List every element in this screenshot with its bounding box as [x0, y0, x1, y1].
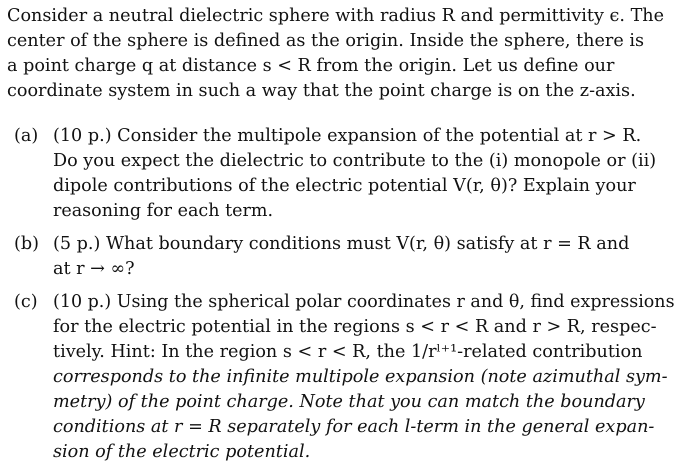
item-b-line: (5 p.) What boundary conditions must V(r, θ) satisfy at r = R and	[53, 234, 630, 254]
item-c-line: tively. Hint: In the region s < r < R, the 1/rˡ⁺¹-related contribution	[53, 342, 643, 362]
intro-line: a point charge q at distance s < R from the origin. Let us define our	[7, 56, 615, 76]
item-a-line: (10 p.) Consider the multipole expansion of the potential at r > R.	[53, 126, 642, 146]
item-label-c: (c)	[14, 292, 38, 312]
intro-line: center of the sphere is defined as the origin. Inside the sphere, there is	[7, 31, 644, 51]
item-c-line: corresponds to the infinite multipole expansion (note azimuthal sym-	[53, 367, 668, 387]
item-a-line: dipole contributions of the electric potential V(r, θ)? Explain your	[53, 176, 636, 196]
item-label-a: (a)	[14, 126, 39, 146]
item-c-line: (10 p.) Using the spherical polar coordinates r and θ, find expressions	[53, 292, 675, 312]
item-c-line: for the electric potential in the regions s < r < R and r > R, respec-	[53, 317, 657, 337]
item-label-b: (b)	[14, 234, 39, 254]
intro-line: Consider a neutral dielectric sphere with radius R and permittivity ϵ. The	[7, 6, 665, 26]
item-a-line: Do you expect the dielectric to contribute to the (i) monopole or (ii)	[53, 151, 657, 171]
item-c-line: sion of the electric potential.	[53, 442, 311, 462]
item-c-line: conditions at r = R separately for each l-term in the general expan-	[53, 417, 655, 437]
intro-line: coordinate system in such a way that the point charge is on the z-axis.	[7, 81, 636, 101]
item-b-line: at r → ∞?	[53, 259, 135, 279]
item-c-line: metry) of the point charge. Note that you can match the boundary	[53, 392, 645, 412]
item-a-line: reasoning for each term.	[53, 201, 274, 221]
